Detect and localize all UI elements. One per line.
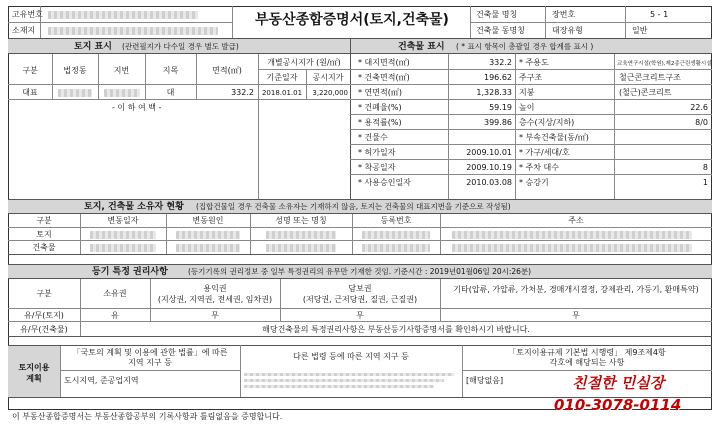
- bldg-lot-area-value: 332.2: [489, 58, 512, 67]
- redacted-cell: [266, 231, 336, 239]
- owner-col-cause: 변동원인: [192, 216, 224, 225]
- id-label: 고유번호: [12, 10, 43, 19]
- bldg-structure-label: 주구조: [519, 73, 543, 82]
- rights-col-dambo: 담보권: [348, 284, 372, 293]
- redacted-cell: [176, 244, 240, 252]
- bldg-parking-label: * 주차 대수: [519, 163, 559, 172]
- bldg-roof-label: 지붕: [519, 88, 535, 97]
- rights-col-yongik-sub: (지상권, 지역권, 전세권, 임차권): [157, 295, 273, 304]
- bldg-elevator-value: 1: [702, 178, 708, 187]
- bldg-households-label: * 가구/세대/호: [519, 148, 570, 157]
- bldg-far-label: * 용적률(%): [358, 118, 402, 127]
- bldg-total-area-label: * 연면적(㎡): [358, 88, 402, 97]
- rights-land-yongik: 무: [211, 311, 219, 320]
- address-label: 소재지: [12, 26, 36, 35]
- bldg-height-label: 높이: [519, 103, 535, 112]
- owner-col-regno: 등록번호: [380, 216, 412, 225]
- bldg-building-area-label: * 건축면적(㎡): [358, 73, 410, 82]
- bldg-annex-label: * 부속건축물(동/㎡): [519, 133, 589, 142]
- building-section-note: ( * 표시 항목이 총괄일 경우 합계를 표시 ): [456, 42, 594, 51]
- owner-row-building: 건축물: [32, 243, 56, 252]
- rights-section-title: 등기 특정 권리사항: [92, 267, 168, 277]
- daejang-label: 대장유형: [552, 26, 583, 35]
- landuse-col3-value: [해당없음]: [466, 376, 504, 385]
- land-row-label: 대표: [22, 88, 38, 97]
- owner-col-date: 변동일자: [107, 216, 139, 225]
- bldg-parking-value: 8: [702, 163, 708, 172]
- landuse-col2-head: 다른 법령 등에 따른 지역 지구 등: [293, 352, 409, 361]
- redacted-cell: [452, 244, 692, 252]
- bldg-floors-label: 층수(지상/지하): [519, 118, 575, 127]
- bldg-permit-date-label: * 허가일자: [358, 148, 396, 157]
- rights-col-yongik: 용익권: [203, 284, 227, 293]
- landuse-label-1: 토지이용: [18, 363, 50, 372]
- land-col-price-title: 개별공시지가 (원/㎡): [267, 58, 341, 67]
- land-section-note: (관련필지가 다수일 경우 별도 발급): [122, 42, 239, 51]
- owner-row-land: 토지: [36, 230, 52, 239]
- owner-section-note: (집합건물일 경우 건축물 소유자는 기재하지 않음, 토지는 건축물의 대표지번을 기준으로 작성됨): [196, 202, 511, 211]
- rights-section-note: (등기기록의 권리정보 중 일부 특정권리의 유무만 기재한 것임. 기준시간 : 2019년01월06일 20시:26분): [188, 267, 532, 276]
- rights-building-note: 해당건축물의 특정권리사항은 부동산등기사항증명서를 확인하시기 바랍니다.: [262, 325, 530, 334]
- daejang-value: 일반: [632, 26, 648, 35]
- jang-label: 장번호: [552, 10, 576, 19]
- rights-land-owner: 유: [111, 311, 119, 320]
- bldg-lot-area-label: * 대지면적(㎡): [358, 58, 410, 67]
- jang-value: 5 - 1: [650, 10, 669, 19]
- land-row-area: 332.2: [231, 88, 254, 97]
- owner-col-address: 주소: [568, 216, 584, 225]
- rights-col-gubun: 구분: [36, 289, 52, 298]
- rights-col-dambo-sub: (저당권, 근저당권, 질권, 근질권): [302, 295, 418, 304]
- rights-land-etc: 무: [572, 311, 580, 320]
- redacted-jibeon: [104, 89, 140, 97]
- agent-stamp-phone: 010-3078-0114: [554, 396, 682, 414]
- bldg-building-area-value: 196.62: [484, 73, 512, 82]
- rights-land-dambo: 무: [356, 311, 364, 320]
- landuse-col1-head: 「국토의 계획 및 이용에 관한 법률」에 따른 지역 지구 등: [72, 348, 228, 367]
- bldg-main-use-value: 교육연구시설(학원),제2종근린생활시설: [617, 61, 712, 67]
- bldg-start-date-label: * 착공일자: [358, 163, 396, 172]
- land-col-base-date: 기준일자: [266, 73, 298, 82]
- landuse-col2-value-faint: [244, 373, 458, 393]
- land-row-jimok: 대: [166, 88, 175, 97]
- owner-col-name: 성명 또는 명칭: [275, 216, 327, 225]
- land-section-title: 토지 표시: [74, 42, 112, 52]
- landuse-label-2: 계획: [26, 374, 42, 383]
- bldg-coverage-value: 59.19: [489, 103, 512, 112]
- land-col-jimok: 지목: [162, 66, 179, 75]
- bldg-approval-date-value: 2010.03.08: [466, 178, 512, 187]
- land-col-beopjeongdong: 법정동: [63, 66, 87, 75]
- land-row-price: 3,220,000: [312, 89, 348, 97]
- owner-col-gubun: 구분: [36, 216, 52, 225]
- bldg-floors-value: 8/0: [695, 118, 708, 127]
- redacted-cell: [362, 231, 430, 239]
- bldg-roof-value: (철근)콘크리트: [619, 88, 672, 97]
- bldg-total-area-value: 1,328.33: [476, 88, 512, 97]
- land-col-gubun: 구분: [22, 66, 38, 75]
- redacted-address: [48, 27, 218, 35]
- footer-certification: 이 부동산종합증명서는 부동산종합공부의 기록사항과 틀림없음을 증명합니다.: [12, 412, 283, 421]
- bldg-elevator-label: * 승강기: [519, 178, 549, 187]
- building-dong-label: 건축물 동명칭: [476, 26, 525, 35]
- land-blank-row: - 이 하 여 백 -: [112, 103, 162, 112]
- redacted-cell: [90, 231, 156, 239]
- land-col-area: 면적(㎡): [212, 66, 242, 75]
- land-building-header-bar: [8, 38, 712, 54]
- bldg-structure-value: 철근콘크리트구조: [619, 73, 681, 82]
- rights-col-owner: 소유권: [103, 289, 127, 298]
- redacted-dong: [58, 89, 92, 97]
- land-col-jibeon: 지번: [113, 66, 130, 75]
- land-row-date: 2018.01.01: [261, 89, 303, 97]
- redacted-cell: [452, 231, 692, 239]
- rights-row-building: 유/무(건축물): [20, 325, 68, 334]
- rights-col-etc: 기타(압류, 가압류, 가처분, 경매개시결정, 강제관리, 가등기, 환매특약): [453, 285, 699, 294]
- bldg-count-label: * 건물수: [358, 133, 388, 142]
- bldg-start-date-value: 2009.10.19: [466, 163, 512, 172]
- document-title: 부동산종합증명서(토지,건축물): [255, 12, 449, 28]
- building-section-title: 건축물 표시: [398, 42, 445, 52]
- land-col-price: 공시지가: [312, 73, 344, 82]
- redacted-id: [48, 11, 198, 19]
- bldg-height-value: 22.6: [690, 103, 708, 112]
- redacted-cell: [266, 244, 336, 252]
- building-name-label: 건축물 명칭: [476, 10, 518, 19]
- rights-row-land: 유/무(토지): [24, 311, 64, 320]
- bldg-coverage-label: * 건폐율(%): [358, 103, 402, 112]
- bldg-main-use-label: * 주용도: [519, 58, 549, 67]
- bldg-permit-date-value: 2009.10.01: [466, 148, 512, 157]
- redacted-cell: [176, 231, 240, 239]
- agent-stamp-name: 친절한 민실장: [572, 374, 665, 392]
- owner-section-title: 토지, 건축물 소유자 현황: [84, 202, 184, 212]
- redacted-cell: [362, 244, 430, 252]
- bldg-far-value: 399.86: [484, 118, 512, 127]
- landuse-col1-value: 도시지역, 준공업지역: [64, 376, 139, 385]
- landuse-col3-head: 「토지이용규제 기본법 시행령」 제9조제4항 각호에 해당되는 사항: [508, 348, 666, 367]
- redacted-cell: [90, 244, 156, 252]
- bldg-approval-date-label: * 사용승인일자: [358, 178, 411, 187]
